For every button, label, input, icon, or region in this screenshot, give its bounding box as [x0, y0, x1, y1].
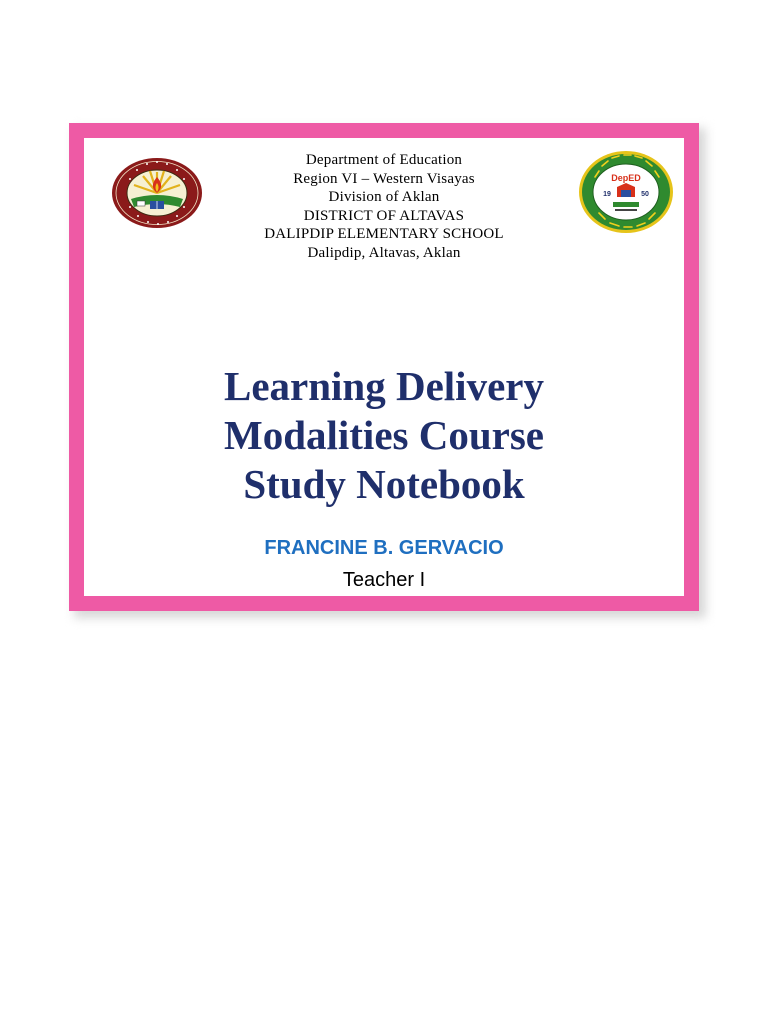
- header-line-region: Region VI – Western Visayas: [293, 170, 475, 187]
- document-title: [84, 362, 684, 509]
- header-line-division: Division of Aklan: [328, 189, 440, 205]
- cover-frame: [69, 123, 699, 611]
- author-name: FRANCINE B. GERVACIO: [264, 537, 504, 559]
- seal-year-left: 19: [603, 191, 611, 198]
- seal-year-right: 50: [641, 191, 649, 198]
- title-line-3: Study Notebook: [243, 461, 525, 507]
- author-position: Teacher I: [342, 569, 426, 591]
- header-line-district: DISTRICT OF ALTAVAS: [303, 207, 465, 224]
- header-line-department: Department of Education: [305, 152, 463, 168]
- title-line-2: Modalities Course: [224, 412, 544, 458]
- header-line-school: DALIPDIP ELEMENTARY SCHOOL: [264, 226, 504, 242]
- seal-deped-text: DepED: [611, 173, 641, 183]
- header-line-address: Dalipdip, Altavas, Aklan: [307, 244, 461, 261]
- title-line-1: Learning Delivery: [224, 363, 544, 409]
- agency-header: [84, 151, 684, 262]
